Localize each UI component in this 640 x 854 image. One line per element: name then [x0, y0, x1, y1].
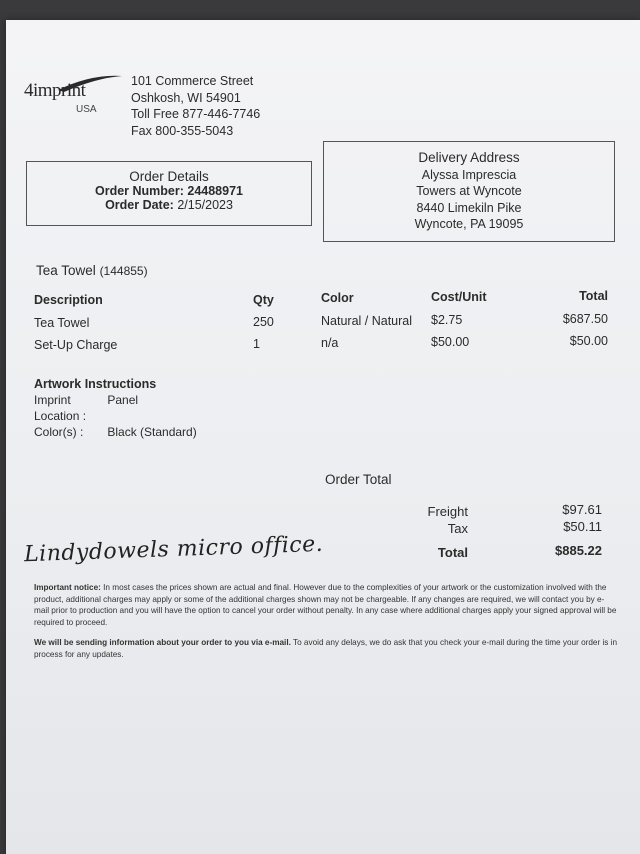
header-color: Color: [321, 291, 354, 305]
order-date-value: 2/15/2023: [177, 198, 233, 212]
email-notice: [34, 637, 619, 660]
location-label: Location :: [34, 409, 87, 423]
logo-country: USA: [76, 104, 97, 115]
table-row-description: Tea Towel: [34, 316, 90, 330]
logo-text: 4imprint: [24, 80, 86, 101]
company-logo: [24, 72, 124, 132]
delivery-line: Wyncote, PA 19095: [414, 217, 524, 231]
table-row-qty: 250: [253, 315, 274, 329]
product-heading: [36, 263, 148, 278]
order-number: [27, 184, 311, 198]
company-address: [131, 73, 260, 139]
notice-text: To avoid any delays, we do ask that you check your e-mail during the time your order is in process for any updates.: [34, 638, 618, 659]
table-row-description: Set-Up Charge: [34, 338, 118, 352]
order-details-title: Order Details: [129, 169, 209, 184]
delivery-address-box: [323, 141, 615, 242]
header-qty: Qty: [253, 293, 274, 307]
artwork-title: Artwork Instructions: [34, 377, 157, 391]
product-name: Tea Towel: [36, 263, 96, 278]
fax-line: Fax 800-355-5043: [131, 123, 234, 138]
address-line: 101 Commerce Street: [131, 74, 254, 88]
important-notice: [34, 582, 619, 628]
table-row-total: $50.00: [569, 334, 608, 348]
order-total-title: Order Total: [325, 472, 392, 487]
handwritten-signature: Lindydowels micro office.: [23, 531, 324, 568]
total-label: Total: [437, 545, 468, 560]
freight-label: Freight: [427, 504, 468, 519]
table-row-color: Natural / Natural: [321, 314, 413, 328]
freight-value: $97.61: [562, 502, 602, 517]
table-row-color: n/a: [321, 336, 339, 350]
delivery-line: Towers at Wyncote: [416, 184, 522, 198]
delivery-name: Alyssa Imprescia: [421, 167, 517, 182]
address-line: Oshkosh, WI 54901: [131, 90, 241, 105]
notice-bold: Important notice:: [34, 583, 101, 592]
notice-section: [34, 582, 619, 669]
total-value: $885.22: [555, 543, 602, 558]
document-page: [6, 20, 640, 854]
imprint-value: Panel: [107, 393, 139, 407]
table-row-qty: 1: [253, 337, 260, 351]
header-total: Total: [579, 289, 608, 303]
notice-text: In most cases the prices shown are actual and final. However due to the complexities of your artwork or the customization involved with the product, additional charges may apply or some of the additional charges shown may not be chargeable. If any changes are required, we will contact you by e-mail prior to production and you will have the option to cancel your order without penalty. In any case where additional charges apply your signed approval will be required to proceed.: [34, 583, 617, 627]
order-number-value: 24488971: [187, 184, 243, 198]
order-date-label: Order Date:: [105, 198, 174, 212]
colors-value: Black (Standard): [107, 425, 197, 439]
notice-bold: We will be sending information about your order to you via e-mail.: [34, 638, 291, 647]
table-row-total: $687.50: [562, 312, 608, 326]
artwork-instructions: [34, 376, 197, 440]
header-description: Description: [34, 293, 103, 307]
delivery-title: Delivery Address: [418, 150, 520, 165]
tax-value: $50.11: [563, 519, 602, 534]
table-row-cost: $2.75: [431, 313, 463, 327]
order-number-label: Order Number:: [94, 184, 184, 198]
tax-label: Tax: [447, 521, 468, 536]
delivery-line: 8440 Limekiln Pike: [416, 200, 522, 215]
product-sku: (144855): [99, 264, 148, 278]
table-row-cost: $50.00: [431, 335, 470, 349]
colors-label: Color(s) :: [34, 425, 84, 439]
order-details-box: [26, 161, 312, 226]
header-cost: Cost/Unit: [431, 290, 487, 304]
order-date: [27, 198, 311, 212]
imprint-label: Imprint: [34, 393, 71, 407]
phone-line: Toll Free 877-446-7746: [131, 107, 261, 121]
